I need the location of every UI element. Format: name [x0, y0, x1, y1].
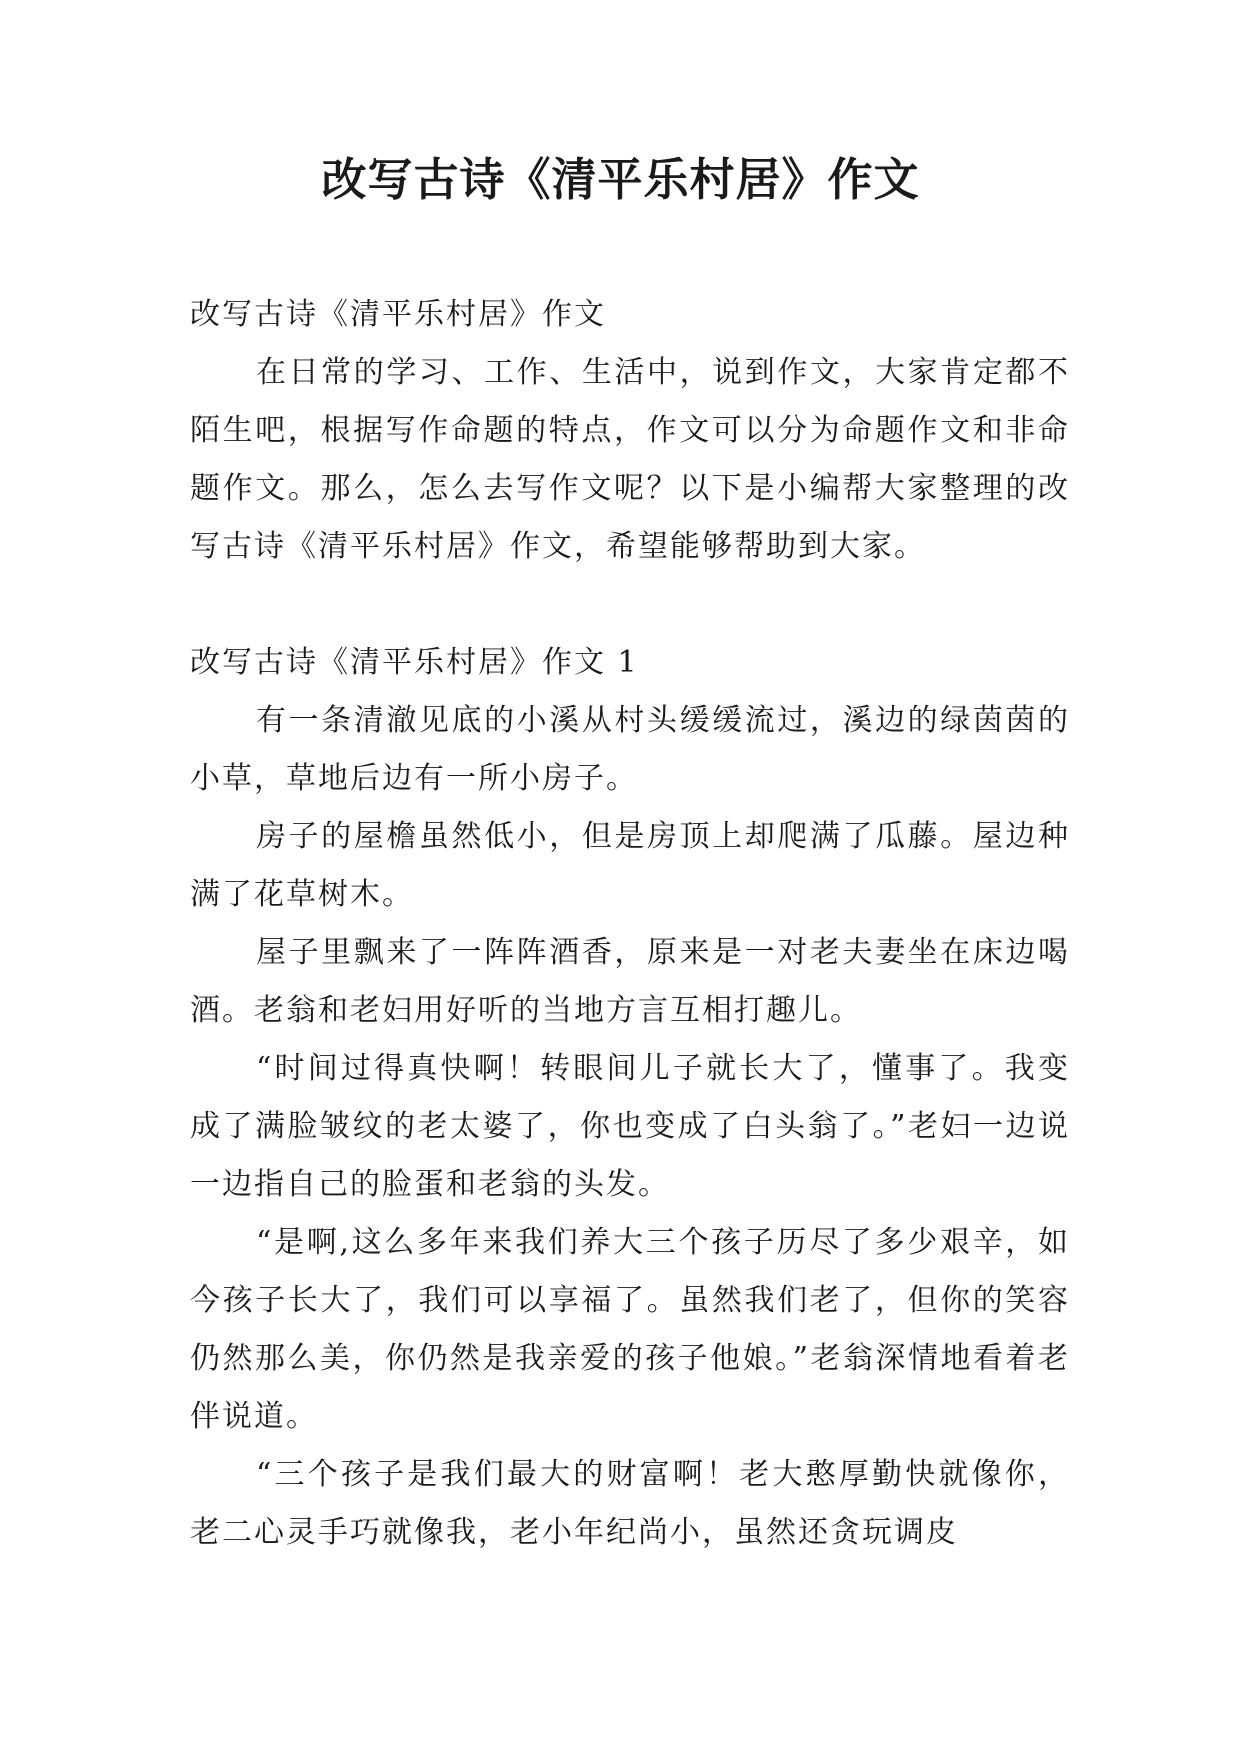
- section1-heading: 改写古诗《清平乐村居》作文 1: [190, 645, 639, 680]
- section1-paragraph: 屋子里飘来了一阵阵酒香，原来是一对老夫妻坐在床边喝酒。老翁和老妇用好听的当地方言互相打趣儿。: [190, 935, 1070, 1028]
- section-spacer: [190, 576, 1070, 634]
- section1-paragraph: “时间过得真快啊！转眼间儿子就长大了，懂事了。我变成了满脸皱纹的老太婆了，你也变成了白头翁了。”老妇一边说一边指自己的脸蛋和老翁的头发。: [190, 1051, 1070, 1202]
- intro-paragraph: 在日常的学习、工作、生活中，说到作文，大家肯定都不陌生吧，根据写作命题的特点，作文可以分为命题作文和非命题作文。那么，怎么去写作文呢？以下是小编帮大家整理的改写古诗《清平乐村居》作文，希望能够帮助到大家。: [190, 355, 1070, 564]
- section1-paragraph: “三个孩子是我们最大的财富啊！老大憨厚勤快就像你，老二心灵手巧就像我，老小年纪尚小，虽然还贪玩调皮: [190, 1457, 1070, 1550]
- document-body: [190, 286, 1070, 1562]
- document-title: 改写古诗《清平乐村居》作文: [321, 153, 920, 206]
- section1-paragraph: 房子的屋檐虽然低小，但是房顶上却爬满了瓜藤。屋边种满了花草树木。: [190, 819, 1070, 912]
- intro-heading: 改写古诗《清平乐村居》作文: [190, 297, 606, 332]
- section1-paragraph: “是啊,这么多年来我们养大三个孩子历尽了多少艰辛，如今孩子长大了，我们可以享福了。虽然我们老了，但你的笑容仍然那么美，你仍然是我亲爱的孩子他娘。”老翁深情地看着老伴说道。: [190, 1225, 1070, 1434]
- section1-paragraph: 有一条清澈见底的小溪从村头缓缓流过，溪边的绿茵茵的小草，草地后边有一所小房子。: [190, 703, 1070, 796]
